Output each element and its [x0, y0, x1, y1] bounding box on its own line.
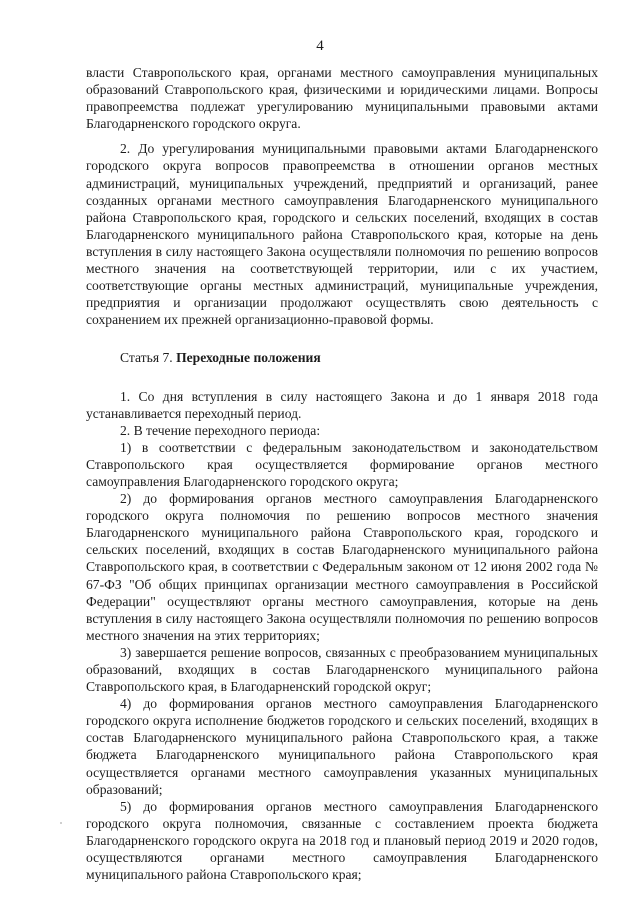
article-label: Статья 7.	[120, 350, 173, 366]
article-title: Переходные положения	[176, 350, 321, 366]
subitem-2: 2) до формирования органов местного самоуправления Благодарненского городского округа полномочия по решению вопросов местного значения Благодарненского муниципального района Ставропольского края, городского и сельских поселений, входящих в состав Благодарненского муниципального района Ставропольского края, в соответствии с Федеральным законом от 12 июня 2002 года № 67-ФЗ "Об общих принципах организации местного самоуправления в Российской Федерации" осуществляют органы местного самоуправления, которые на день вступления в силу настоящего Закона осуществляли полномочия по решению вопросов местного значения на этих территориях;	[86, 491, 598, 643]
transition-item-1: 1. Со дня вступления в силу настоящего Закона и до 1 января 2018 года устанавливается переходный период.	[86, 388, 598, 421]
subitem-1: 1) в соответствии с федеральным законодательством и законодательством Ставропольского края осуществляется формирование органов местного самоуправления Благодарненского городского округа;	[86, 439, 598, 489]
article-heading	[86, 349, 598, 366]
subitem-3: 3) завершается решение вопросов, связанных с преобразованием муниципальных образований, входящих в состав Благодарненского муниципального района Ставропольского края, в Благодарненский городской округ;	[86, 644, 598, 695]
paragraph-continuation: власти Ставропольского края, органами местного самоуправления муниципальных образований Ставропольского края, физическими и юридическими лицами. Вопросы правопреемства подлежат урегулированию муниципальными правовыми актами Благодарненского городского округа.	[86, 65, 598, 132]
subitem-5: 5) до формирования органов местного самоуправления Благодарненского городского округа полномочия, связанные с составлением проекта бюджета Благодарненского городского округа на 2018 год и плановый период 2019 и 2020 годов, осуществляются органами местного самоуправления Благодарненского муниципального района Ставропольского края;	[86, 798, 598, 883]
document-body	[86, 64, 598, 883]
scan-speck	[60, 822, 62, 824]
page-number: 4	[316, 38, 324, 54]
subitem-4: 4) до формирования органов местного самоуправления Благодарненского городского округа исполнение бюджетов городского и сельских поселений, входящих в состав Благодарненского муниципального района Ставропольского края, а также бюджета Благодарненского муниципального района Ставропольского края осуществляется органами местного самоуправления указанных муниципальных образований;	[86, 696, 598, 797]
paragraph-succession: 2. До урегулирования муниципальными правовыми актами Благодарненского городского округа вопросов правопреемства в отношении органов местных администраций, муниципальных учреждений, предприятий и организаций, ранее созданных органами местного самоуправления Благодарненского муниципального района Ставропольского края, городского и сельских поселений, входящих в состав Благодарненского муниципального района Ставропольского края, которые на день вступления в силу настоящего Закона осуществляли полномочия по решению вопросов местного значения на соответствующей территории, или с их участием, соответствующие органы местных администраций, муниципальные учреждения, предприятия и организации продолжают осуществлять свою деятельность с сохранением их прежней организационно-правовой формы.	[86, 141, 598, 328]
transition-item-2: 2. В течение переходного периода:	[120, 422, 321, 438]
